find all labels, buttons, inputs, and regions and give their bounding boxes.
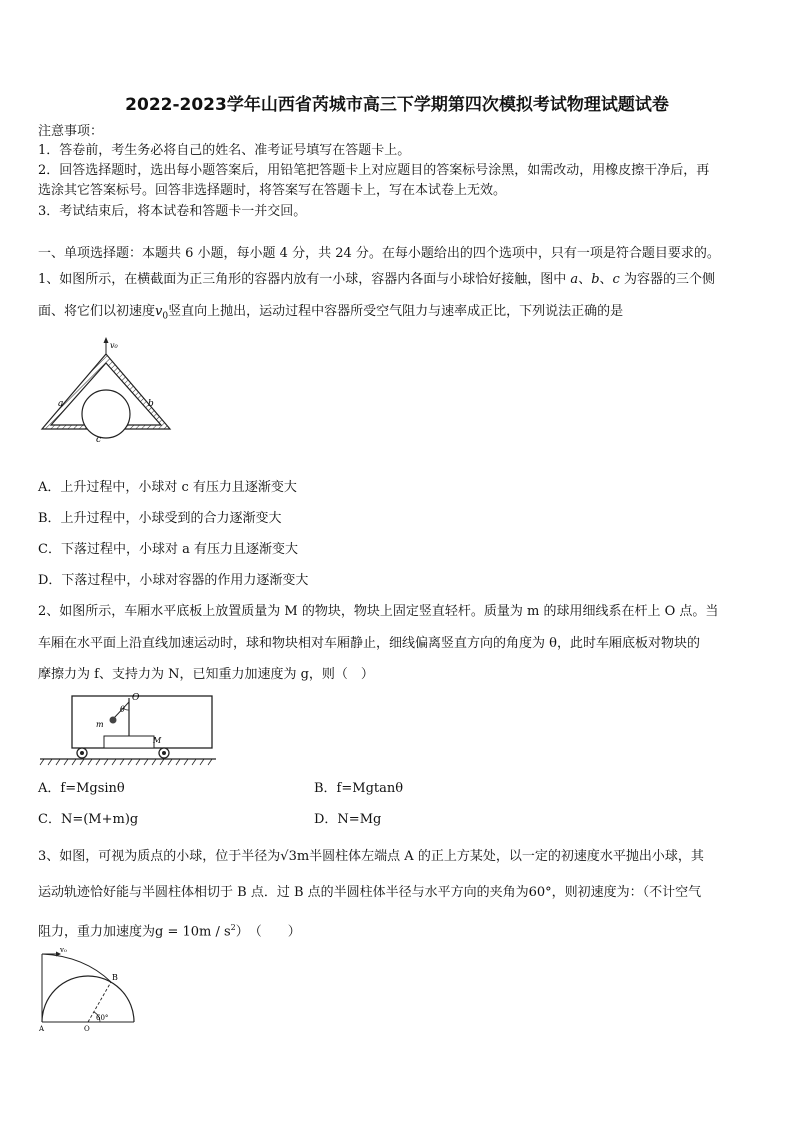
q3-stem-line1: [38, 849, 704, 865]
section-heading: 一、单项选择题：本题共 6 小题，每小题 4 分，共 24 分。在每小题给出的四个选项中，只有一项是符合题目要求的。: [38, 246, 720, 261]
q3-stem-line3: [38, 920, 301, 940]
label-v: v₀: [60, 946, 67, 954]
label-B: B: [112, 973, 118, 982]
q3-exponent: 2: [230, 923, 236, 932]
q3-stem-text: 半圆柱体左端点 A 的正上方某处，以一定的初速度水平抛出小球，其: [309, 849, 704, 864]
label-A: A: [39, 1025, 45, 1032]
label-angle: 60°: [96, 1014, 109, 1022]
semicircle: [42, 976, 134, 1022]
label-O: O: [132, 693, 140, 703]
notice-item: 3．考试结束后，将本试卷和答题卡一并交回。: [38, 204, 307, 219]
q2-stem-line1: 2、如图所示，车厢水平底板上放置质量为 M 的物块，物块上固定竖直轻杆。质量为 m 的球用细线系在杆上 O 点。当: [38, 604, 719, 619]
q2-stem-line3: 摩擦力为 f、支持力为 N，已知重力加速度为 g，则（ ）: [38, 667, 374, 682]
label-theta: θ: [120, 705, 125, 714]
q1-option-d: D．下落过程中，小球对容器的作用力逐渐变大: [38, 573, 309, 588]
label-a: a: [58, 399, 64, 409]
label-O: O: [84, 1025, 90, 1032]
q1-stem-line1: 1、如图所示，在横截面为正三角形的容器内放有一小球，容器内各面与小球恰好接触，图中 a、b、c 为容器的三个侧: [38, 272, 715, 287]
label-b: b: [148, 399, 154, 409]
q1-figure-triangle: [36, 336, 176, 446]
label-m: m: [96, 720, 104, 729]
notice-item: 1．答卷前，考生务必将自己的姓名、准考证号填写在答题卡上。: [38, 143, 411, 158]
notice-item: 2．回答选择题时，选出每小题答案后，用铅笔把答题卡上对应题目的答案标号涂黑，如需改动，用橡皮擦干净后，再: [38, 163, 710, 178]
page-title: 2022-2023学年山西省芮城市高三下学期第四次模拟考试物理试题试卷: [125, 95, 669, 115]
notice-item: 选涂其它答案标号。回答非选择题时，将答案写在答题卡上，写在本试卷上无效。: [38, 183, 507, 198]
block-M: [104, 736, 154, 748]
q2-option-d: D．N=Mg: [314, 812, 382, 827]
q2-option-b: B．f=Mgtanθ: [314, 781, 404, 796]
q1-stem-line2: 面、将它们以初速度$v_0$竖直向上抛出，运动过程中容器所受空气阻力与速率成正比，下列说法正确的是: [38, 304, 624, 322]
q1-stem-text: 面、将它们以初速度: [38, 304, 156, 319]
q1-option-b: B．上升过程中，小球受到的合力逐渐变大: [38, 511, 282, 526]
q3-figure-semicircle: [34, 946, 144, 1032]
ball: [82, 390, 130, 438]
q3-stem-text: 阻力，重力加速度为g = 10m / s: [38, 924, 231, 940]
q2-stem-line2: 车厢在水平面上沿直线加速运动时，球和物块相对车厢静止，细线偏离竖直方向的角度为 θ，此时车厢底板对物块的: [38, 636, 700, 651]
label-c: c: [96, 435, 102, 445]
q1-var-v0: v: [155, 304, 163, 319]
q1-stem-text: 竖直向上抛出，运动过程中容器所受空气阻力与速率成正比，下列说法正确的是: [168, 304, 624, 319]
notice-heading: 注意事项：: [38, 124, 104, 139]
q2-option-c: C．N=(M+m)g: [38, 812, 139, 827]
label-v0: v₀: [110, 341, 118, 350]
q1-var-abc: a: [570, 272, 579, 287]
q3-stem-text: 3、如图，可视为质点的小球，位于半径为: [38, 849, 281, 864]
q2-figure-cart: [38, 690, 218, 772]
q3-radius: √3m: [280, 849, 310, 864]
label-M: M: [153, 736, 162, 745]
q1-stem-text: 1、如图所示，在横截面为正三角形的容器内放有一小球，容器内各面与小球恰好接触，图中: [38, 272, 567, 287]
q2-option-a: A．f=Mgsinθ: [38, 781, 125, 796]
q3-stem-line2: 运动轨迹恰好能与半圆柱体相切于 B 点．过 B 点的半圆柱体半径与水平方向的夹角为60°，则初速度为：（不计空气: [38, 885, 702, 900]
ball-m: [110, 717, 117, 724]
q3-stem-text: ） （ ）: [235, 924, 301, 940]
q1-option-a: A．上升过程中，小球对 c 有压力且逐渐变大: [38, 480, 297, 495]
q1-stem-text: 为容器的三个侧: [623, 272, 715, 287]
q1-option-c: C．下落过程中，小球对 a 有压力且逐渐变大: [38, 542, 298, 557]
